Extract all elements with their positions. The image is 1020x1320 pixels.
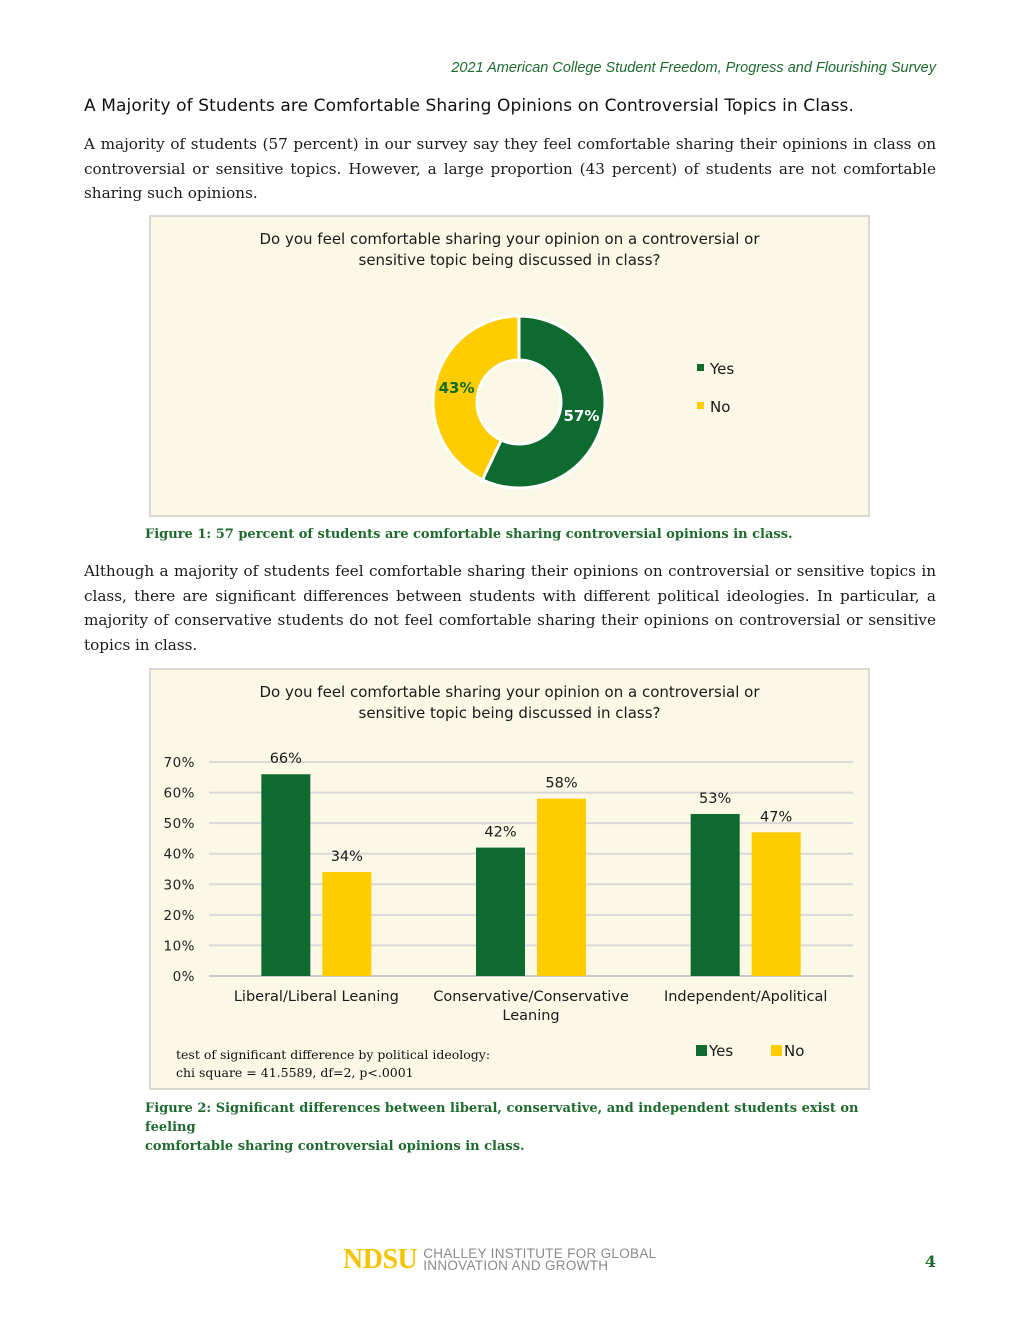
legend-item-yes [697,360,734,378]
bar-no [752,832,801,976]
donut-data-label-no: 43% [438,379,475,398]
figure-1-caption: Figure 1: 57 percent of students are comfortable sharing controversial opinions in class. [145,527,793,542]
bar-yes [476,848,525,976]
legend-swatch-no [771,1045,782,1056]
figure-2-chart [149,668,870,1090]
bar-no [537,799,586,976]
figure-2-caption [145,1099,905,1156]
legend-item-no [697,398,730,416]
bar-data-label: 47% [760,809,793,826]
legend-label-yes: Yes [710,360,735,378]
bar-data-label: 42% [484,824,517,841]
chart-title-line-1: Do you feel comfortable sharing your opinion on a controversial or [259,683,760,701]
legend-label-no: No [710,398,731,416]
x-category-label: Leaning [502,1008,560,1024]
y-tick-label: 0% [172,969,195,985]
x-category-label: Liberal/Liberal Leaning [233,989,399,1005]
ideology-paragraph: Although a majority of students feel comfortable sharing their opinions on controversial or sensitive topics in class, there are significant differences between students with different political ideologies. In particular, a majority of conservative students do not feel comfortable sharing their opinions on controversial or sensitive topics in class. [84,562,936,654]
caption-line-1: Figure 2: Significant differences between liberal, conservative, and independent students exist on feeling [145,1101,859,1135]
chart-title-line-1: Do you feel comfortable sharing your opinion on a controversial or [259,230,760,248]
y-tick-label: 40% [163,846,195,863]
y-tick-label: 60% [163,785,195,802]
logo-text [423,1248,656,1272]
bar-yes [261,774,310,976]
logo-line-2: INNOVATION AND GROWTH [423,1258,609,1273]
legend-swatch-no [697,402,704,409]
legend-item-no [771,1042,804,1060]
legend-label-no: No [784,1042,805,1060]
chart-title-line-2: sensitive topic being discussed in class? [358,251,661,269]
bar-chart [151,670,868,1088]
ndsu-challey-logo [343,1244,656,1276]
chi-square-note [176,1046,490,1082]
y-tick-label: 10% [163,938,195,955]
donut-data-label-yes: 57% [563,406,600,425]
bar-data-label: 58% [545,775,578,792]
running-header: 2021 American College Student Freedom, Progress and Flourishing Survey [451,60,936,76]
legend-label-yes: Yes [709,1042,734,1060]
intro-paragraph: A majority of students (57 percent) in our survey say they feel comfortable sharing their opinions in class on controversial or sensitive topics. However, a large proportion (43 percent) of students are not comfortable sharing such opinions. [84,135,936,203]
y-tick-label: 20% [163,907,195,924]
y-tick-label: 50% [163,816,195,833]
bar-data-label: 34% [330,849,363,866]
figure-1-chart [149,215,870,517]
stats-line-2: chi square = 41.5589, df=2, p<.0001 [176,1065,414,1080]
caption-line-2: comfortable sharing controversial opinions in class. [145,1139,525,1154]
bar-no [322,872,371,976]
bar-data-label: 53% [699,790,732,807]
legend-swatch-yes [697,364,704,371]
page-number: 4 [924,1252,936,1271]
y-tick-label: 70% [163,755,195,771]
section-heading: A Majority of Students are Comfortable Sharing Opinions on Controversial Topics in Class. [84,96,854,116]
logo-line-1: CHALLEY INSTITUTE FOR GLOBAL [423,1246,657,1261]
x-category-label: Independent/Apolitical [663,989,828,1005]
x-category-label: Conservative/Conservative [433,989,629,1005]
bar-yes [691,814,740,976]
donut-chart [151,217,868,515]
legend-item-yes [696,1042,733,1060]
legend-swatch-yes [696,1045,707,1056]
bar-data-label: 66% [269,751,302,768]
stats-line-1: test of significant difference by political ideology: [176,1047,491,1062]
y-tick-label: 30% [163,877,195,894]
logo-mark: NDSU [343,1244,418,1275]
chart-title-line-2: sensitive topic being discussed in class? [358,704,661,722]
